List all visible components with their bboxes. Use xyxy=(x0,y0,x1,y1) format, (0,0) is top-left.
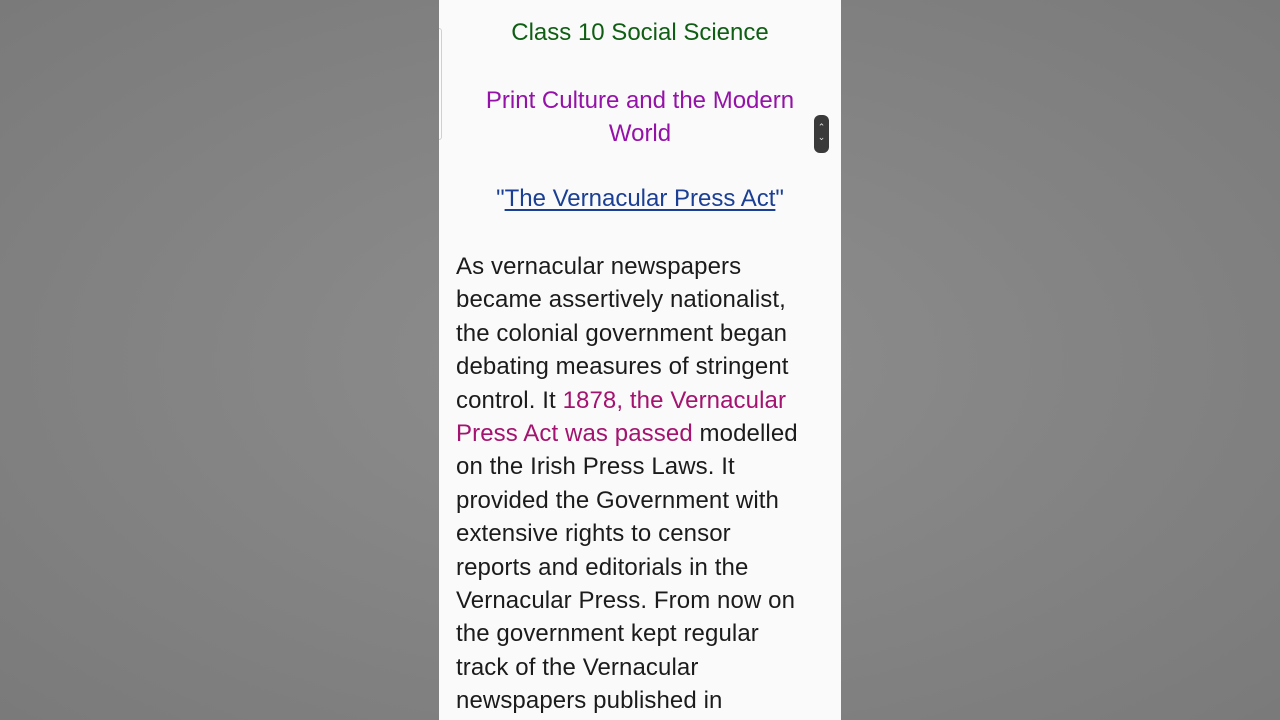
topic-title-link[interactable]: The Vernacular Press Act xyxy=(504,185,776,212)
highlighted-text: Press Act was passed xyxy=(456,420,693,448)
article-line: reports and editorials in the xyxy=(456,553,749,581)
topic-title xyxy=(439,183,841,215)
article-line: Vernacular Press. From now on xyxy=(456,587,796,615)
fast-scroll-handle[interactable] xyxy=(814,115,829,153)
scroll-down-icon: ⌄ xyxy=(817,132,826,142)
article-text: control. It xyxy=(456,386,563,414)
article-line: the government kept regular xyxy=(456,620,759,648)
article-line: newspapers published in xyxy=(456,687,723,715)
highlighted-text: 1878, the Vernacular xyxy=(562,386,787,414)
article-line: extensive rights to censor xyxy=(456,520,731,548)
article-text: modelled xyxy=(692,420,798,448)
phone-screen[interactable] xyxy=(439,0,841,720)
chapter-title-line2: World xyxy=(608,120,672,147)
article-body xyxy=(456,250,831,718)
article-line: the colonial government began xyxy=(456,319,788,347)
article-line: became assertively nationalist, xyxy=(456,286,786,314)
article-line xyxy=(456,384,831,417)
chapter-title-line1: Print Culture and the Modern xyxy=(485,87,795,114)
article-line: provided the Government with xyxy=(456,486,779,514)
topic-quote-open: " xyxy=(496,185,505,212)
scroll-up-icon: ⌃ xyxy=(817,122,826,132)
article-line xyxy=(456,417,831,450)
article-line: debating measures of stringent xyxy=(456,353,789,381)
article-line: track of the Vernacular xyxy=(456,653,699,681)
class-title: Class 10 Social Science xyxy=(511,19,769,46)
article-line: on the Irish Press Laws. It xyxy=(456,453,735,481)
chapter-title xyxy=(469,84,811,150)
article-line: As vernacular newspapers xyxy=(456,253,742,280)
topic-quote-close: " xyxy=(775,185,784,212)
